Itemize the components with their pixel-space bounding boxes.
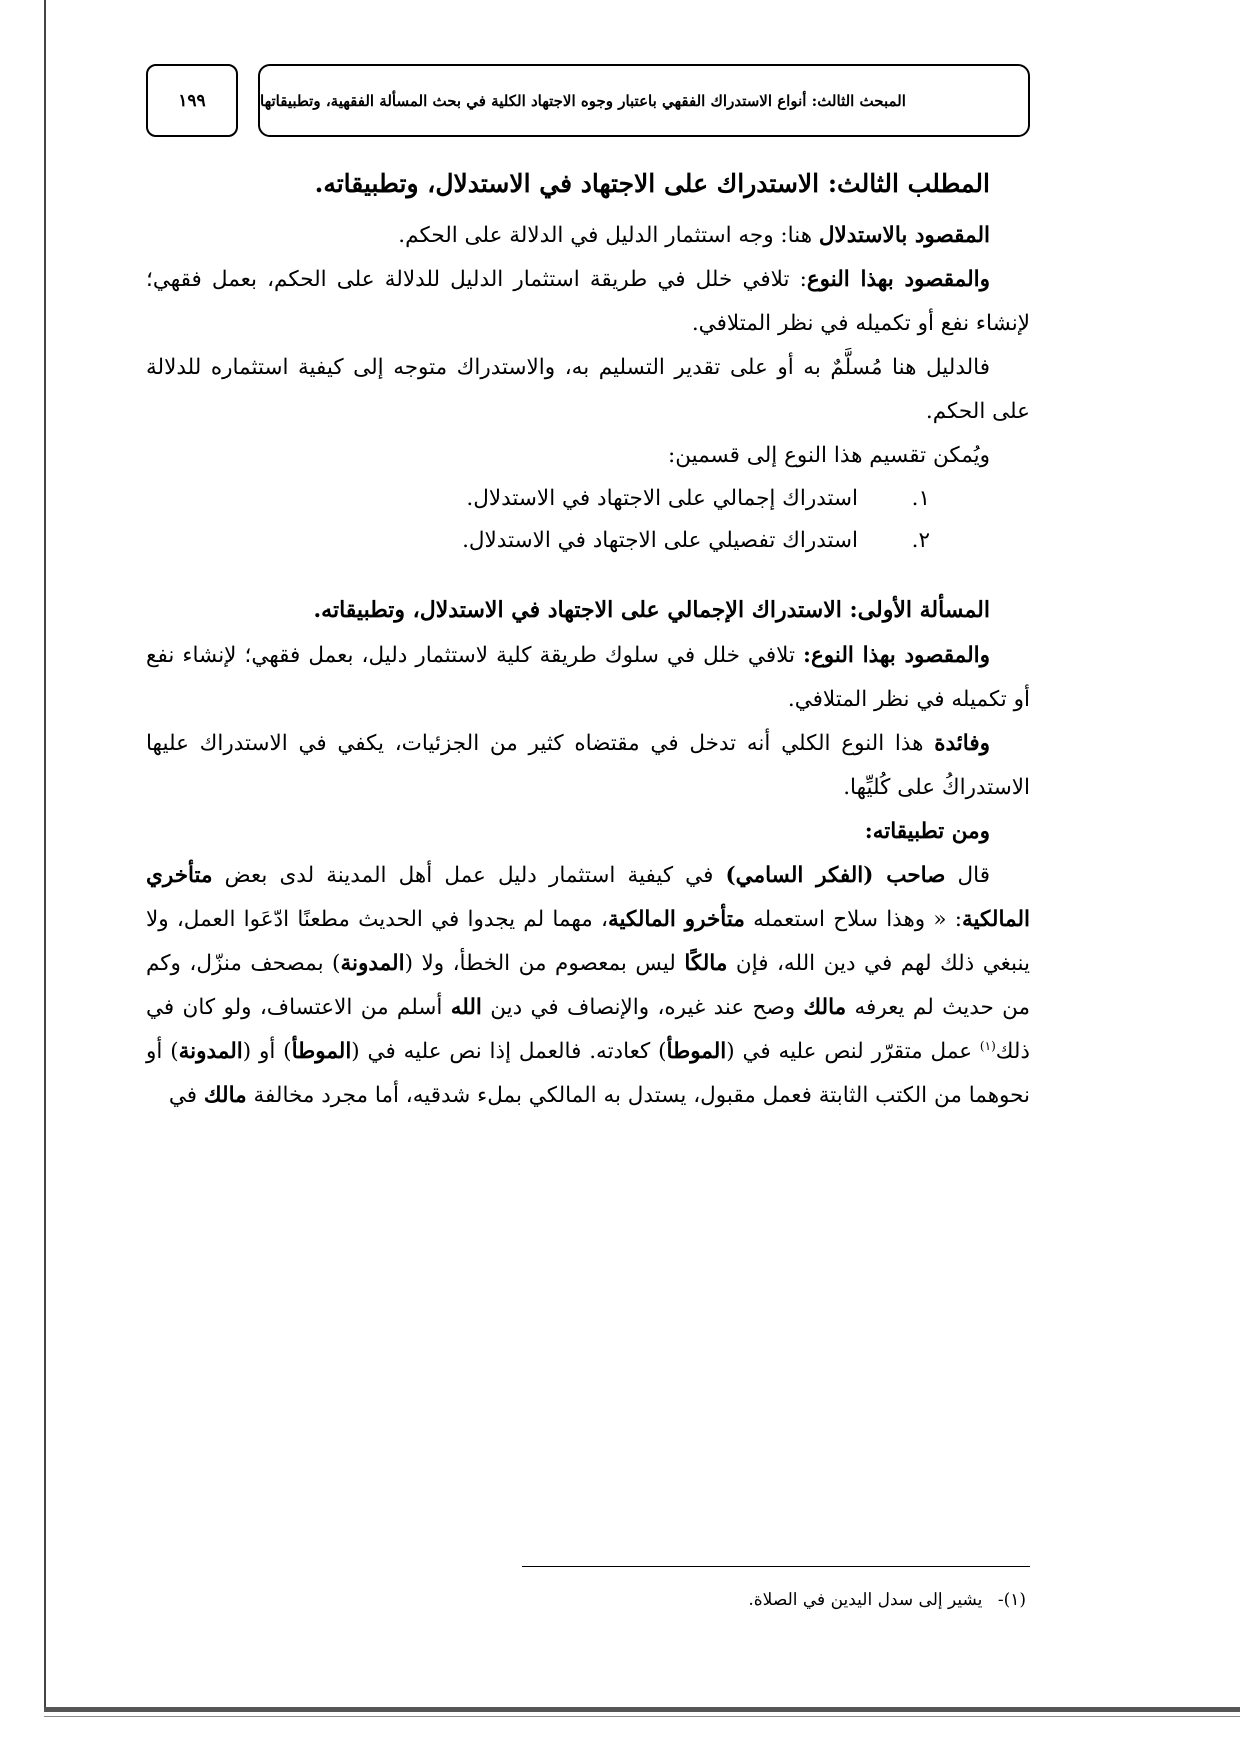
paragraph-text: هذا النوع الكلي أنه تدخل في مقتضاه كثير من الجزئيات، يكفي في الاستدراك عليها الاستدراكُ على كُليِّها. bbox=[146, 731, 1030, 800]
term: وفائدة bbox=[934, 731, 990, 756]
paragraph-definition bbox=[146, 214, 1030, 258]
list-item bbox=[146, 520, 1030, 562]
applications-label bbox=[146, 810, 1030, 854]
footnote-reference: (١) bbox=[979, 1038, 996, 1053]
list-number: ١. bbox=[911, 486, 930, 511]
subsection-heading: المسألة الأولى: الاستدراك الإجمالي على الاجتهاد في الاستدلال، وتطبيقاته. bbox=[313, 597, 990, 623]
term: والمقصود بهذا النوع: bbox=[803, 643, 991, 668]
page-bottom-border bbox=[44, 1707, 1240, 1712]
footnote-separator bbox=[522, 1566, 1030, 1567]
paragraph-text: : تلافي خلل في طريقة استثمار الدليل للدلالة على الحكم، بعمل فقهي؛ لإنشاء نفع أو تكميله في نظر المتلافي. bbox=[146, 267, 1030, 336]
paragraph-type-2 bbox=[146, 634, 1030, 722]
footnote-text: يشير إلى سدل اليدين في الصلاة. bbox=[748, 1590, 983, 1610]
list-text: استدراك إجمالي على الاجتهاد في الاستدلال. bbox=[466, 486, 858, 511]
paragraph-text: هنا: وجه استثمار الدليل في الدلالة على الحكم. bbox=[398, 223, 819, 248]
division-list bbox=[146, 478, 1030, 562]
list-item bbox=[146, 478, 1030, 520]
footnote-mark: (١)- bbox=[997, 1590, 1026, 1610]
quote-paragraph: قال صاحب (الفكر السامي) في كيفية استثمار دليل عمل أهل المدينة لدى بعض متأخري المالكية: « وهذا سلاح استعمله متأخرو المالكية، مهما لم يجدوا في الحديث مطعنًا ادّعَوا العمل، ولا ينبغي ذلك لهم في دين الله، فإن مالكًا ليس بمعصوم من الخطأ، ولا (المدونة) بمصحف منزّل، وكم من حديث لم يعرفه مالك وصح عند غيره، والإنصاف في دين الله أسلم من الاعتساف، ولو كان في ذلك$^{(١)}$ عمل متقرّر لنص عليه في (الموطأ) كعادته. فالعمل إذا نص عليه في (الموطأ) أو (المدونة) أو نحوهما من الكتب الثابتة فعمل مقبول، يستدل به المالكي بملء شدقيه، أما مجرد مخالفة مالك في bbox=[146, 863, 1030, 1108]
paragraph-benefit bbox=[146, 722, 1030, 810]
page-left-border bbox=[44, 0, 46, 1711]
footnote bbox=[146, 1586, 1030, 1614]
page-body bbox=[146, 156, 1030, 1118]
paragraph-division: ويُمكن تقسيم هذا النوع إلى قسمين: bbox=[667, 443, 990, 468]
list-number: ٢. bbox=[911, 528, 930, 553]
paragraph-evidence: فالدليل هنا مُسلَّمٌ به أو على تقدير التسليم به، والاستدراك متوجه إلى كيفية استثماره للدلالة على الحكم. bbox=[146, 355, 1030, 424]
term: المقصود بالاستدلال bbox=[818, 223, 990, 248]
paragraph-type bbox=[146, 258, 1030, 346]
page-number: ١٩٩ bbox=[146, 64, 238, 137]
applications-heading: ومن تطبيقاته: bbox=[864, 819, 990, 844]
page-header bbox=[146, 64, 1030, 139]
page-bottom-border-thin bbox=[44, 1716, 1240, 1717]
paragraph-text: تلافي خلل في سلوك طريقة كلية لاستثمار دليل، بعمل فقهي؛ لإنشاء نفع أو تكميله في نظر المتلافي. bbox=[146, 643, 1030, 712]
running-title: المبحث الثالث: أنواع الاستدراك الفقهي باعتبار وجوه الاجتهاد الكلية في بحث المسألة الفقهية، وتطبيقاتها bbox=[258, 64, 1030, 137]
list-text: استدراك تفصيلي على الاجتهاد في الاستدلال. bbox=[462, 528, 858, 553]
term: والمقصود بهذا النوع bbox=[806, 267, 991, 292]
section-heading: المطلب الثالث: الاستدراك على الاجتهاد في الاستدلال، وتطبيقاته. bbox=[314, 169, 990, 198]
